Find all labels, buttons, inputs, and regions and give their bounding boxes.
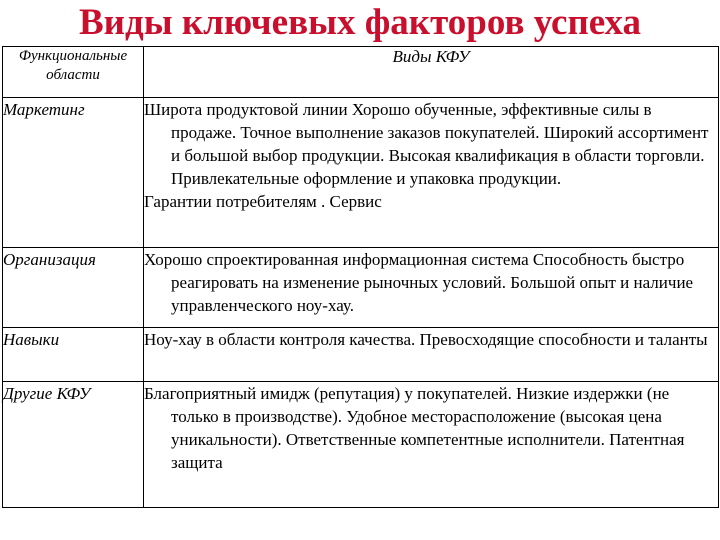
table-row bbox=[3, 382, 719, 508]
header-functional-areas: Функциональные области bbox=[3, 47, 144, 98]
row-kfu bbox=[144, 328, 719, 382]
kfu-line: Хорошо спроектированная информационная система Способность быстро реагировать на изменение рыночных условий. Большой опыт и наличие управленческого ноу-хау. bbox=[144, 250, 694, 315]
row-area: Другие КФУ bbox=[3, 382, 144, 508]
page-title: Виды ключевых факторов успеха bbox=[79, 2, 641, 43]
table-row bbox=[3, 248, 719, 328]
row-kfu bbox=[144, 98, 719, 248]
kfu-table bbox=[2, 46, 719, 508]
row-area: Маркетинг bbox=[3, 98, 144, 248]
kfu-line: Гарантии потребителям . Сервис bbox=[144, 192, 382, 211]
kfu-line: Широта продуктовой линии Хорошо обученные, эффективные силы в продаже. Точное выполнение заказов покупателей. Широкий ассортимент и большой выбор продукции. Высокая квалификация в области торговли. Привлекательные оформление и упаковка продукции. bbox=[144, 100, 709, 188]
row-area: Навыки bbox=[3, 328, 144, 382]
table-row bbox=[3, 98, 719, 248]
table-header-row bbox=[3, 47, 719, 98]
kfu-line: Ноу-хау в области контроля качества. Превосходящие способности и таланты bbox=[144, 330, 708, 349]
header-kfu-types: Виды КФУ bbox=[144, 47, 719, 98]
table-row bbox=[3, 328, 719, 382]
row-kfu bbox=[144, 248, 719, 328]
row-area: Организация bbox=[3, 248, 144, 328]
kfu-line: Благоприятный имидж (репутация) у покупателей. Низкие издержки (не только в производстве). Удобное месторасположение (высокая цена уникальности). Ответственные компетентные исполнители. Патентная защита bbox=[144, 384, 685, 472]
row-kfu bbox=[144, 382, 719, 508]
